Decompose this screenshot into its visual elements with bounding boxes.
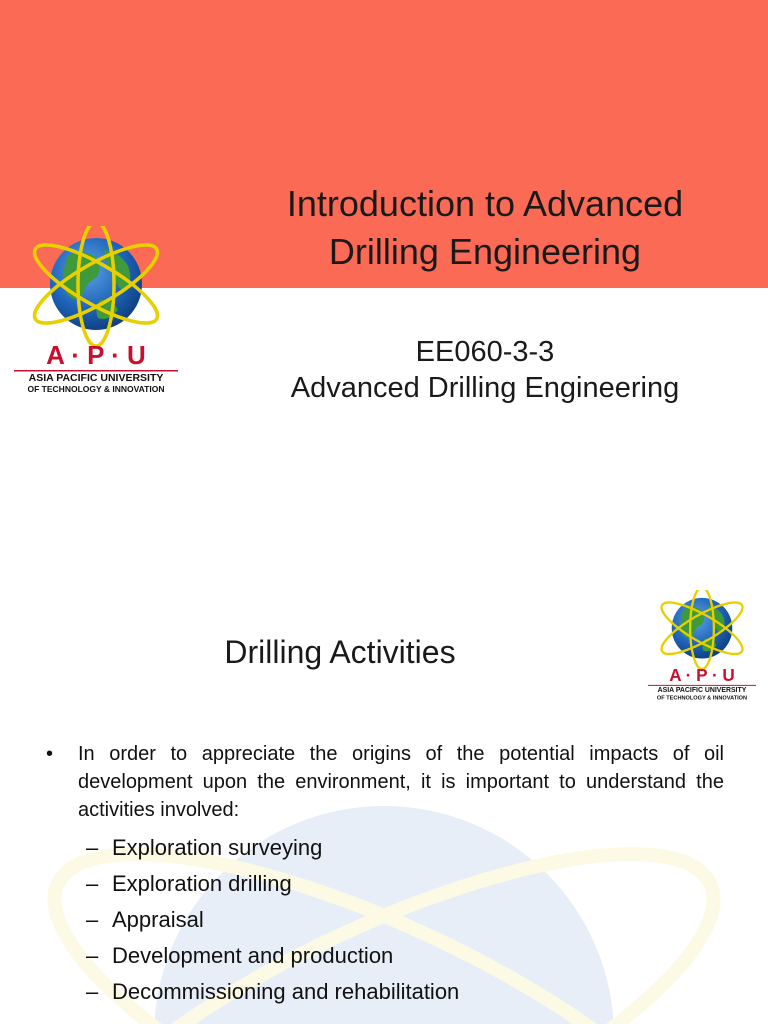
course-code: EE060-3-3 — [415, 336, 555, 368]
logo-line-1: ASIA PACIFIC UNIVERSITY — [28, 372, 164, 384]
slide-title-line-2: Drilling Engineering — [328, 231, 642, 272]
slide-title — [230, 180, 740, 276]
bullet-item — [46, 740, 724, 824]
course-name: Advanced Drilling Engineering — [290, 372, 680, 404]
slide-heading: Drilling Activities — [224, 634, 456, 670]
dash-icon: – — [86, 979, 99, 1004]
apu-logo-small — [644, 590, 760, 702]
logo-line-1: ASIA PACIFIC UNIVERSITY — [657, 687, 747, 695]
sub-bullet-text: Development and production — [112, 943, 394, 968]
sub-bullet-item — [86, 902, 726, 938]
logo-letters: A · P · U — [669, 665, 735, 685]
sub-bullet-text: Exploration surveying — [112, 835, 323, 860]
apu-logo — [8, 226, 184, 396]
logo-line-2: OF TECHNOLOGY & INNOVATION — [27, 384, 165, 394]
bullet-icon: • — [46, 743, 54, 765]
sub-bullet-item — [86, 866, 726, 902]
slide-subtitle — [230, 334, 740, 406]
sub-bullet-text: Decommissioning and rehabilitation — [112, 979, 460, 1004]
globe-icon — [50, 238, 142, 330]
dash-icon: – — [86, 943, 99, 968]
logo-line-2: OF TECHNOLOGY & INNOVATION — [656, 695, 748, 702]
dash-icon: – — [86, 907, 99, 932]
dash-icon: – — [86, 871, 99, 896]
dash-icon: – — [86, 835, 99, 860]
sub-bullet-item — [86, 830, 726, 866]
slide-title-line-1: Introduction to Advanced — [286, 183, 684, 224]
sub-bullet-item — [86, 938, 726, 974]
sub-bullet-text: Appraisal — [112, 907, 204, 932]
bullet-text: In order to appreciate the origins of the potential impacts of oil development upon the environment, it is important to understand the activities involved: — [78, 743, 724, 821]
sub-bullet-list — [86, 830, 726, 1010]
logo-letters: A · P · U — [46, 340, 146, 370]
sub-bullet-text: Exploration drilling — [112, 871, 292, 896]
sub-bullet-item — [86, 974, 726, 1010]
globe-icon — [672, 598, 733, 659]
